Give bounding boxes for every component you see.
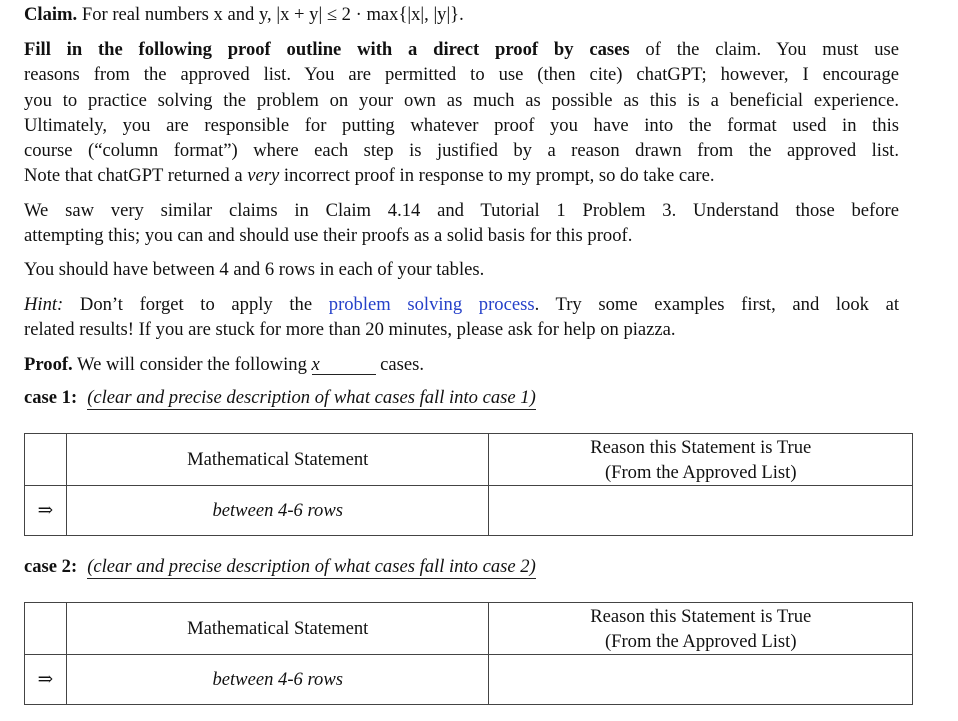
proof-label: Proof. [24,354,73,375]
table-header-statement: Mathematical Statement [66,603,489,655]
instructions-line-3: you to practice solving the problem on your own as much as possible as this is a beneficial experience. [24,89,899,111]
table-header-row [25,603,913,655]
rows-note-paragraph [24,257,899,282]
hint-line-2: related results! If you are stuck for more than 20 minutes, please ask for help on piazza. [24,319,676,341]
case-2-table [24,602,913,705]
rows-note: You should have between 4 and 6 rows in each of your tables. [24,259,485,280]
statement-cell[interactable]: between 4-6 rows [66,655,489,705]
table-header-arrow-cell [25,603,67,655]
reason-cell[interactable] [489,486,913,536]
similar-line-1: We saw very similar claims in Claim 4.14 and Tutorial 1 Problem 3. Understand those before [24,200,899,221]
instructions-line-1: of the claim. You must use [629,39,899,60]
case-2-description[interactable]: (clear and precise description of what cases fall into case 2) [87,556,536,577]
table-header-reason-line-2: (From the Approved List) [604,630,797,652]
case-1-description[interactable]: (clear and precise description of what cases fall into case 1) [87,387,536,408]
instructions-bold-lead: Fill in the following proof outline with a direct proof by cases [24,39,630,60]
proof-post: cases. [375,354,425,375]
case-1-heading [24,386,536,410]
table-header-row [25,434,913,486]
table-header-reason-line-1: Reason this Statement is True [590,436,812,458]
table-header-reason [489,603,913,655]
case-2-heading [24,555,536,579]
case-count-blank[interactable]: x [312,356,376,375]
instructions-paragraph [24,37,899,189]
case-2-label: case 2: [24,556,78,577]
table-header-reason-line-1: Reason this Statement is True [590,605,812,627]
table-row [25,655,913,705]
implies-arrow: ⇒ [25,486,67,536]
proof-paragraph [24,352,899,377]
statement-cell[interactable]: between 4-6 rows [66,486,489,536]
hint-paragraph [24,292,899,343]
instructions-last-pre: Note that chatGPT returned a [24,165,248,187]
instructions-last-emph: very [247,165,280,187]
claim-paragraph [24,2,899,27]
hint-pre: Don’t forget to apply the [63,294,329,315]
table-header-arrow-cell [25,434,67,486]
problem-solving-process-link[interactable]: problem solving process [328,294,535,315]
hint-post: . Try some examples first, and look at [534,294,900,315]
similar-line-2: attempting this; you can and should use their proofs as a solid basis for this proof. [24,225,633,247]
implies-arrow: ⇒ [25,655,67,705]
table-row [25,486,913,536]
similar-claims-paragraph [24,198,899,249]
instructions-line-5: course (“column format”) where each step is justified by a reason drawn from the approved list. [24,140,899,162]
instructions-line-2: reasons from the approved list. You are permitted to use (then cite) chatGPT; however, I encourage [24,64,899,86]
reason-cell[interactable] [489,655,913,705]
proof-pre: We will consider the following [72,354,312,375]
table-header-statement: Mathematical Statement [66,434,489,486]
hint-label: Hint: [24,294,64,315]
case-1-label: case 1: [24,387,78,408]
instructions-last-post: incorrect proof in response to my prompt, so do take care. [279,165,715,187]
instructions-line-4: Ultimately, you are responsible for putting whatever proof you have into the format used in this [24,114,899,136]
claim-text: For real numbers x and y, |x + y| ≤ 2 · max{|x|, |y|}. [81,4,464,25]
case-1-table [24,433,913,536]
table-header-reason [489,434,913,486]
table-header-reason-line-2: (From the Approved List) [604,461,797,483]
claim-label: Claim. [24,4,78,25]
